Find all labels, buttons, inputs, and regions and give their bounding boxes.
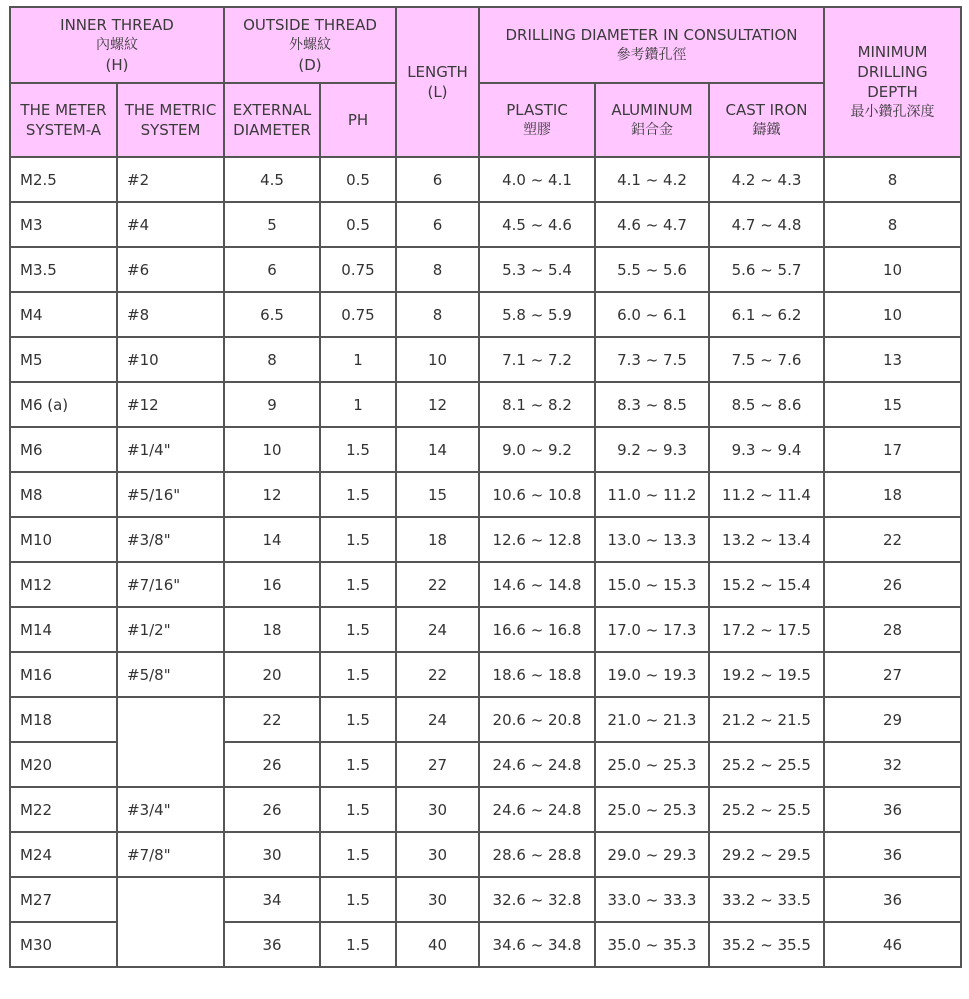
plastic-cell: 5.8 ~ 5.9 [479,292,595,337]
external-diameter-cell: 12 [224,472,320,517]
table-row [10,832,961,877]
length-cell: 12 [396,382,479,427]
external-diameter-cell: 5 [224,202,320,247]
length-header: LENGTH (L) [396,7,479,157]
depth-cell: 22 [824,517,961,562]
external-diameter-cell: 22 [224,697,320,742]
metric-cell: #7/16" [117,562,224,607]
cast-iron-cell: 6.1 ~ 6.2 [709,292,824,337]
table-row [10,787,961,832]
table-row [10,202,961,247]
external-diameter-cell: 6.5 [224,292,320,337]
cast-iron-cell: 7.5 ~ 7.6 [709,337,824,382]
cast-iron-cell: 25.2 ~ 25.5 [709,787,824,832]
meter-cell: M24 [10,832,117,877]
metric-system-header: THE METRIC SYSTEM [117,83,224,157]
depth-cell: 10 [824,247,961,292]
external-diameter-header: EXTERNAL DIAMETER [224,83,320,157]
thread-spec-table [9,6,962,968]
metric-cell: #10 [117,337,224,382]
metric-cell: #1/4" [117,427,224,472]
length-cell: 24 [396,607,479,652]
depth-cell: 36 [824,787,961,832]
table-row [10,157,961,202]
minimum-depth-header: MINIMUM DRILLING DEPTH 最小鑽孔深度 [824,7,961,157]
metric-cell: #12 [117,382,224,427]
length-cell: 24 [396,697,479,742]
aluminum-cell: 21.0 ~ 21.3 [595,697,709,742]
metric-cell: #2 [117,157,224,202]
depth-cell: 32 [824,742,961,787]
cast-iron-cell: 29.2 ~ 29.5 [709,832,824,877]
depth-cell: 15 [824,382,961,427]
external-diameter-cell: 8 [224,337,320,382]
table-row [10,292,961,337]
cast-iron-cell: 35.2 ~ 35.5 [709,922,824,967]
aluminum-cell: 4.6 ~ 4.7 [595,202,709,247]
aluminum-cell: 11.0 ~ 11.2 [595,472,709,517]
aluminum-cell: 5.5 ~ 5.6 [595,247,709,292]
table-body [10,157,961,967]
table-row [10,382,961,427]
plastic-cell: 14.6 ~ 14.8 [479,562,595,607]
external-diameter-cell: 26 [224,787,320,832]
aluminum-cell: 25.0 ~ 25.3 [595,742,709,787]
aluminum-cell: 4.1 ~ 4.2 [595,157,709,202]
ph-cell: 1.5 [320,607,396,652]
length-cell: 40 [396,922,479,967]
meter-cell: M5 [10,337,117,382]
aluminum-cell: 7.3 ~ 7.5 [595,337,709,382]
ph-cell: 1.5 [320,832,396,877]
meter-cell: M6 [10,427,117,472]
plastic-cell: 8.1 ~ 8.2 [479,382,595,427]
meter-cell: M27 [10,877,117,922]
metric-cell: #6 [117,247,224,292]
cast-iron-cell: 9.3 ~ 9.4 [709,427,824,472]
plastic-cell: 7.1 ~ 7.2 [479,337,595,382]
external-diameter-cell: 9 [224,382,320,427]
cast-iron-cell: 11.2 ~ 11.4 [709,472,824,517]
meter-cell: M14 [10,607,117,652]
ph-cell: 1 [320,337,396,382]
depth-cell: 36 [824,832,961,877]
ph-cell: 1.5 [320,922,396,967]
ph-cell: 1.5 [320,877,396,922]
length-cell: 15 [396,472,479,517]
meter-cell: M10 [10,517,117,562]
plastic-cell: 32.6 ~ 32.8 [479,877,595,922]
depth-cell: 29 [824,697,961,742]
length-cell: 8 [396,247,479,292]
cast-iron-cell: 21.2 ~ 21.5 [709,697,824,742]
metric-cell: #4 [117,202,224,247]
metric-cell: #5/16" [117,472,224,517]
length-cell: 6 [396,202,479,247]
header-row-group [10,7,961,83]
drilling-diameter-header: DRILLING DIAMETER IN CONSULTATION 參考鑽孔徑 [479,7,824,83]
cast-iron-cell: 15.2 ~ 15.4 [709,562,824,607]
aluminum-cell: 9.2 ~ 9.3 [595,427,709,472]
cast-iron-cell: 4.2 ~ 4.3 [709,157,824,202]
cast-iron-cell: 25.2 ~ 25.5 [709,742,824,787]
metric-cell [117,697,224,787]
plastic-header: PLASTIC 塑膠 [479,83,595,157]
meter-cell: M3 [10,202,117,247]
meter-cell: M6 (a) [10,382,117,427]
table-row [10,652,961,697]
plastic-cell: 4.5 ~ 4.6 [479,202,595,247]
depth-cell: 27 [824,652,961,697]
cast-iron-cell: 13.2 ~ 13.4 [709,517,824,562]
depth-cell: 17 [824,427,961,472]
length-cell: 18 [396,517,479,562]
length-cell: 22 [396,652,479,697]
aluminum-cell: 15.0 ~ 15.3 [595,562,709,607]
meter-cell: M30 [10,922,117,967]
metric-cell: #5/8" [117,652,224,697]
ph-cell: 1.5 [320,742,396,787]
length-cell: 27 [396,742,479,787]
aluminum-cell: 13.0 ~ 13.3 [595,517,709,562]
depth-cell: 8 [824,202,961,247]
plastic-cell: 4.0 ~ 4.1 [479,157,595,202]
metric-cell: #8 [117,292,224,337]
outside-thread-header: OUTSIDE THREAD 外螺紋 (D) [224,7,396,83]
external-diameter-cell: 14 [224,517,320,562]
external-diameter-cell: 4.5 [224,157,320,202]
external-diameter-cell: 30 [224,832,320,877]
aluminum-cell: 25.0 ~ 25.3 [595,787,709,832]
plastic-cell: 10.6 ~ 10.8 [479,472,595,517]
table-row [10,427,961,472]
length-cell: 30 [396,832,479,877]
depth-cell: 36 [824,877,961,922]
ph-cell: 1.5 [320,472,396,517]
external-diameter-cell: 6 [224,247,320,292]
aluminum-cell: 6.0 ~ 6.1 [595,292,709,337]
depth-cell: 13 [824,337,961,382]
meter-cell: M8 [10,472,117,517]
depth-cell: 28 [824,607,961,652]
meter-cell: M2.5 [10,157,117,202]
table-row [10,697,961,742]
cast-iron-cell: 4.7 ~ 4.8 [709,202,824,247]
length-cell: 30 [396,787,479,832]
cast-iron-cell: 33.2 ~ 33.5 [709,877,824,922]
ph-cell: 0.5 [320,157,396,202]
external-diameter-cell: 26 [224,742,320,787]
ph-cell: 1.5 [320,652,396,697]
depth-cell: 10 [824,292,961,337]
meter-cell: M4 [10,292,117,337]
meter-cell: M22 [10,787,117,832]
cast-iron-cell: 17.2 ~ 17.5 [709,607,824,652]
ph-cell: 1.5 [320,787,396,832]
aluminum-header: ALUMINUM 鋁合金 [595,83,709,157]
ph-header: PH [320,83,396,157]
meter-cell: M3.5 [10,247,117,292]
metric-cell [117,877,224,967]
aluminum-cell: 17.0 ~ 17.3 [595,607,709,652]
ph-cell: 0.75 [320,247,396,292]
ph-cell: 1.5 [320,427,396,472]
ph-cell: 0.75 [320,292,396,337]
table-row [10,877,961,922]
plastic-cell: 24.6 ~ 24.8 [479,742,595,787]
plastic-cell: 5.3 ~ 5.4 [479,247,595,292]
meter-cell: M18 [10,697,117,742]
table-row [10,337,961,382]
ph-cell: 1.5 [320,562,396,607]
external-diameter-cell: 34 [224,877,320,922]
external-diameter-cell: 18 [224,607,320,652]
meter-cell: M12 [10,562,117,607]
plastic-cell: 16.6 ~ 16.8 [479,607,595,652]
ph-cell: 1.5 [320,697,396,742]
depth-cell: 46 [824,922,961,967]
plastic-cell: 34.6 ~ 34.8 [479,922,595,967]
table-row [10,607,961,652]
header-row-columns [10,83,961,157]
meter-system-header: THE METER SYSTEM-A [10,83,117,157]
ph-cell: 0.5 [320,202,396,247]
length-cell: 8 [396,292,479,337]
cast-iron-cell: 19.2 ~ 19.5 [709,652,824,697]
aluminum-cell: 29.0 ~ 29.3 [595,832,709,877]
external-diameter-cell: 10 [224,427,320,472]
depth-cell: 26 [824,562,961,607]
metric-cell: #1/2" [117,607,224,652]
external-diameter-cell: 36 [224,922,320,967]
table-row [10,472,961,517]
aluminum-cell: 35.0 ~ 35.3 [595,922,709,967]
depth-cell: 18 [824,472,961,517]
metric-cell: #3/8" [117,517,224,562]
table-row [10,562,961,607]
aluminum-cell: 8.3 ~ 8.5 [595,382,709,427]
length-cell: 6 [396,157,479,202]
external-diameter-cell: 20 [224,652,320,697]
length-cell: 14 [396,427,479,472]
length-cell: 10 [396,337,479,382]
length-cell: 22 [396,562,479,607]
depth-cell: 8 [824,157,961,202]
metric-cell: #3/4" [117,787,224,832]
external-diameter-cell: 16 [224,562,320,607]
cast-iron-header: CAST IRON 鑄鐵 [709,83,824,157]
ph-cell: 1.5 [320,517,396,562]
plastic-cell: 20.6 ~ 20.8 [479,697,595,742]
meter-cell: M16 [10,652,117,697]
aluminum-cell: 19.0 ~ 19.3 [595,652,709,697]
plastic-cell: 18.6 ~ 18.8 [479,652,595,697]
length-cell: 30 [396,877,479,922]
cast-iron-cell: 5.6 ~ 5.7 [709,247,824,292]
plastic-cell: 12.6 ~ 12.8 [479,517,595,562]
table-row [10,517,961,562]
meter-cell: M20 [10,742,117,787]
plastic-cell: 9.0 ~ 9.2 [479,427,595,472]
metric-cell: #7/8" [117,832,224,877]
plastic-cell: 28.6 ~ 28.8 [479,832,595,877]
ph-cell: 1 [320,382,396,427]
inner-thread-header: INNER THREAD 內螺紋 (H) [10,7,224,83]
plastic-cell: 24.6 ~ 24.8 [479,787,595,832]
table-row [10,247,961,292]
aluminum-cell: 33.0 ~ 33.3 [595,877,709,922]
cast-iron-cell: 8.5 ~ 8.6 [709,382,824,427]
